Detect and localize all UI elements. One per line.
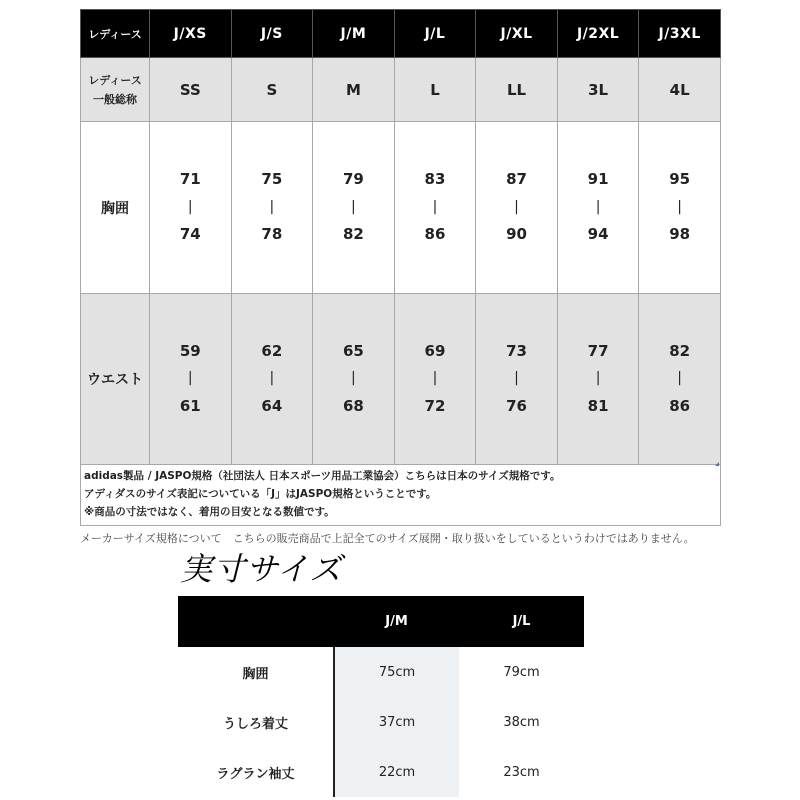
waist-row [81, 294, 721, 465]
waist-cell: 77 | 81 [557, 294, 639, 465]
chest-cell: 71 | 74 [150, 122, 232, 294]
notes-cell [81, 465, 721, 526]
header-cell: J/L [394, 10, 476, 58]
resize-corner-icon [715, 462, 719, 466]
general-cell: S [231, 58, 313, 122]
chest-cell: 75 | 78 [231, 122, 313, 294]
actual-size-table [178, 596, 585, 797]
notes-row [81, 465, 721, 526]
size-chart-table [80, 9, 721, 526]
actual-value: 38cm [459, 697, 584, 747]
actual-header-cell: J/M [334, 596, 459, 647]
waist-label: ウエスト [81, 294, 150, 465]
waist-cell: 65 | 68 [313, 294, 395, 465]
general-cell: L [394, 58, 476, 122]
actual-header-cell: J/L [459, 596, 584, 647]
header-cell: J/XS [150, 10, 232, 58]
waist-cell: 69 | 72 [394, 294, 476, 465]
waist-cell: 59 | 61 [150, 294, 232, 465]
header-cell: J/M [313, 10, 395, 58]
actual-row-label: 胸囲 [178, 647, 334, 697]
header-cell: J/3XL [639, 10, 721, 58]
waist-cell: 82 | 86 [639, 294, 721, 465]
actual-row [178, 697, 584, 747]
actual-header-row [178, 596, 584, 647]
note-line: ※商品の寸法ではなく、着用の目安となる数値です。 [84, 506, 335, 518]
general-cell: LL [476, 58, 558, 122]
actual-value: 22cm [334, 747, 459, 797]
general-cell: 3L [557, 58, 639, 122]
actual-header-blank [178, 596, 334, 647]
actual-value: 75cm [334, 647, 459, 697]
header-cell: J/2XL [557, 10, 639, 58]
actual-size-title: 実寸サイズ [180, 550, 343, 588]
size-header-row [81, 10, 721, 58]
chest-row [81, 122, 721, 294]
general-size-row [81, 58, 721, 122]
header-cell: J/XL [476, 10, 558, 58]
actual-row-label: うしろ着丈 [178, 697, 334, 747]
header-cell: J/S [231, 10, 313, 58]
actual-value: 37cm [334, 697, 459, 747]
general-cell: M [313, 58, 395, 122]
general-label-line2: 一般総称 [93, 92, 137, 106]
general-label [81, 58, 150, 122]
note-line: adidas製品 / JASPO規格（社団法人 日本スポーツ用品工業協会）こちらは日本のサイズ規格です。 [84, 470, 561, 482]
waist-cell: 62 | 64 [231, 294, 313, 465]
maker-size-note: メーカーサイズ規格について こちらの販売商品で上記全てのサイズ展開・取り扱いをしているというわけではありません。 [80, 532, 695, 545]
general-cell: SS [150, 58, 232, 122]
chest-cell: 83 | 86 [394, 122, 476, 294]
actual-row [178, 747, 584, 797]
actual-row-label: ラグラン袖丈 [178, 747, 334, 797]
waist-cell: 73 | 76 [476, 294, 558, 465]
chest-cell: 79 | 82 [313, 122, 395, 294]
general-label-line1: レディース [88, 73, 142, 87]
actual-value: 79cm [459, 647, 584, 697]
chest-label: 胸囲 [81, 122, 150, 294]
chest-cell: 91 | 94 [557, 122, 639, 294]
actual-value: 23cm [459, 747, 584, 797]
actual-row [178, 647, 584, 697]
note-line: アディダスのサイズ表記についている「J」はJASPO規格ということです。 [84, 488, 437, 500]
corner-label: レディース [81, 10, 150, 58]
chest-cell: 95 | 98 [639, 122, 721, 294]
chest-cell: 87 | 90 [476, 122, 558, 294]
general-cell: 4L [639, 58, 721, 122]
